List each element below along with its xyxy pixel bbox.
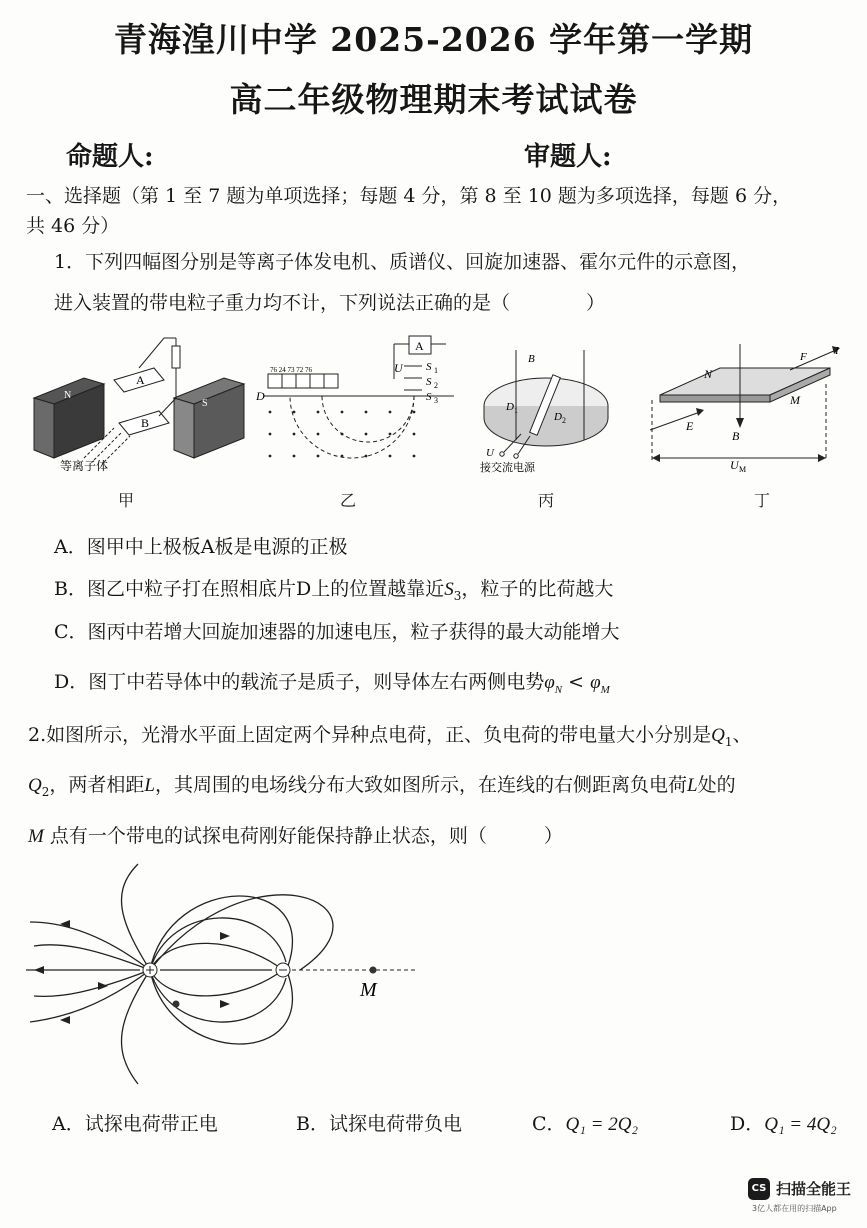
- q2-l-symbol: L: [144, 775, 155, 796]
- jia-pole-n: N: [64, 390, 72, 401]
- yi-s1-sub: 1: [434, 366, 438, 375]
- q1-option-d-phi-n: φ: [544, 672, 555, 693]
- q2-m-symbol: M: [28, 826, 44, 847]
- figure-bing-caption: 丙: [537, 491, 554, 510]
- figure-jia-plasma-generator: [24, 328, 254, 488]
- figure-yi-caption: 乙: [339, 491, 356, 510]
- exam-title-line1: 青海湟川中学 2025-2026 学年第一学期: [113, 20, 754, 59]
- jia-plate-a: A: [136, 373, 145, 387]
- q2-option-d-formula: Q₁ = 4Q₂: [764, 1114, 837, 1135]
- bing-d2: D: [554, 411, 562, 423]
- ding-e: E: [686, 419, 694, 433]
- reviewer-label: 审题人:: [524, 142, 612, 172]
- figure-bing-cyclotron: [466, 344, 626, 479]
- q2-stem-line1-tail: 、: [732, 724, 752, 746]
- q1-option-b[interactable]: [54, 574, 613, 603]
- q1-option-d-text: D．图丁中若导体中的载流子是质子，则导体左右两侧电势: [54, 671, 545, 693]
- yi-s3: S: [426, 391, 432, 403]
- yi-s2: S: [426, 376, 432, 388]
- jia-pole-s: S: [202, 398, 208, 409]
- proposer-label: 命题人:: [66, 142, 154, 172]
- q2-q2-symbol: Q: [28, 775, 42, 796]
- q2-stem-line2-c: 处的: [697, 774, 736, 796]
- bing-d2-sub: 2: [562, 416, 566, 425]
- q1-option-d-sub-n: N: [554, 683, 563, 696]
- figure-jia-caption: 甲: [117, 491, 134, 510]
- q2-stem-line2-b: ，其周围的电场线分布大致如图所示，在连线的右侧距离负电荷: [154, 774, 687, 796]
- q2-q1-sub: 1: [724, 734, 733, 749]
- q2-option-a[interactable]: A．试探电荷带正电: [52, 1113, 218, 1135]
- q1-option-b-tail: ，粒子的比荷越大: [461, 578, 614, 600]
- yi-s2-sub: 2: [434, 381, 438, 390]
- q2-l-symbol-2: L: [686, 775, 698, 796]
- bing-source-label: 接交流电源: [480, 462, 535, 474]
- yi-s1: S: [426, 361, 432, 373]
- q1-option-b-symbol: S: [444, 579, 454, 600]
- q2-stem-line2-a: ，两者相距: [49, 774, 145, 796]
- bing-d1-sub: 1: [514, 406, 518, 415]
- camscanner-logo-icon: CS: [748, 1178, 770, 1200]
- jia-plasma-label: 等离子体: [60, 459, 109, 473]
- section-heading-line2: 共 46 分）: [26, 215, 120, 237]
- ding-f: F: [800, 351, 807, 363]
- figure-yi-mass-spectrometer: [254, 334, 454, 469]
- ding-i: I: [835, 345, 839, 357]
- ding-um-sub: M: [739, 465, 747, 474]
- yi-u: U: [394, 361, 403, 375]
- q1-stem-line1: 1．下列四幅图分别是等离子体发电机、质谱仪、回旋加速器、霍尔元件的示意图，: [54, 251, 751, 273]
- q2-option-c[interactable]: [532, 1109, 638, 1136]
- q2-option-d[interactable]: [730, 1109, 837, 1136]
- q1-option-b-text: B．图乙中粒子打在照相底片D上的位置越靠近: [54, 578, 445, 600]
- q1-option-c[interactable]: C．图丙中若增大回旋加速器的加速电压，粒子获得的最大动能增大: [54, 621, 620, 643]
- q1-option-a[interactable]: A．图甲中上极板A板是电源的正极: [54, 536, 348, 558]
- jia-plate-b: B: [141, 416, 150, 430]
- exam-title-line2: 高二年级物理期末考试试卷: [229, 80, 638, 119]
- q2-q1-symbol: Q: [711, 725, 725, 746]
- yi-ticks: 76 24 73 72 76: [270, 366, 312, 374]
- ding-m: M: [790, 393, 800, 407]
- yi-s3-sub: 3: [434, 396, 438, 405]
- figure-q2-field-lines: [20, 862, 440, 1087]
- q2-option-b[interactable]: B．试探电荷带负电: [296, 1113, 462, 1135]
- q2-option-c-prefix: C．: [532, 1113, 566, 1135]
- camscanner-tagline: 3亿人都在用的扫描App: [752, 1204, 837, 1213]
- bing-b: B: [528, 353, 535, 365]
- q1-option-d-phi-m: φ: [590, 672, 601, 693]
- figure-ding-hall-element: [640, 340, 850, 475]
- section-heading-line1: 一、选择题（第 1 至 7 题为单项选择；每题 4 分，第 8 至 10 题为多项选择，每题 6 分，: [26, 185, 792, 207]
- bing-d1: D: [506, 401, 514, 413]
- q2-stem-line1-text: 2.如图所示，光滑水平面上固定两个异种点电荷，正、负电荷的带电量大小分别是: [28, 724, 712, 746]
- q2-q2-sub: 2: [41, 784, 50, 799]
- q2-stem-line2: [28, 770, 736, 799]
- yi-point-d: D: [256, 389, 265, 403]
- bing-u: U: [486, 447, 494, 459]
- q1-option-d-lt: <: [562, 671, 591, 693]
- q2-option-c-formula: Q₁ = 2Q₂: [565, 1114, 639, 1135]
- ding-um: U: [730, 458, 739, 472]
- camscanner-brand: 扫描全能王: [776, 1180, 852, 1198]
- q2-option-d-prefix: D．: [730, 1113, 765, 1135]
- q1-option-b-subscript: 3: [453, 588, 462, 603]
- q2-stem-line1: [28, 720, 752, 749]
- q2-stem-line3: [28, 821, 563, 848]
- yi-a-box: A: [415, 339, 424, 353]
- q2-stem-line3-text: 点有一个带电的试探电荷刚好能保持静止状态，则（ ）: [43, 825, 563, 847]
- figure-ding-caption: 丁: [753, 491, 770, 510]
- q1-stem-line2: 进入装置的带电粒子重力均不计，下列说法正确的是（ ）: [54, 292, 606, 314]
- ding-n: N: [704, 367, 713, 381]
- q1-option-d[interactable]: [54, 667, 610, 696]
- q1-option-d-sub-m: M: [600, 683, 610, 696]
- ding-b: B: [732, 429, 740, 443]
- q2-figure-label-m: M: [360, 979, 377, 1001]
